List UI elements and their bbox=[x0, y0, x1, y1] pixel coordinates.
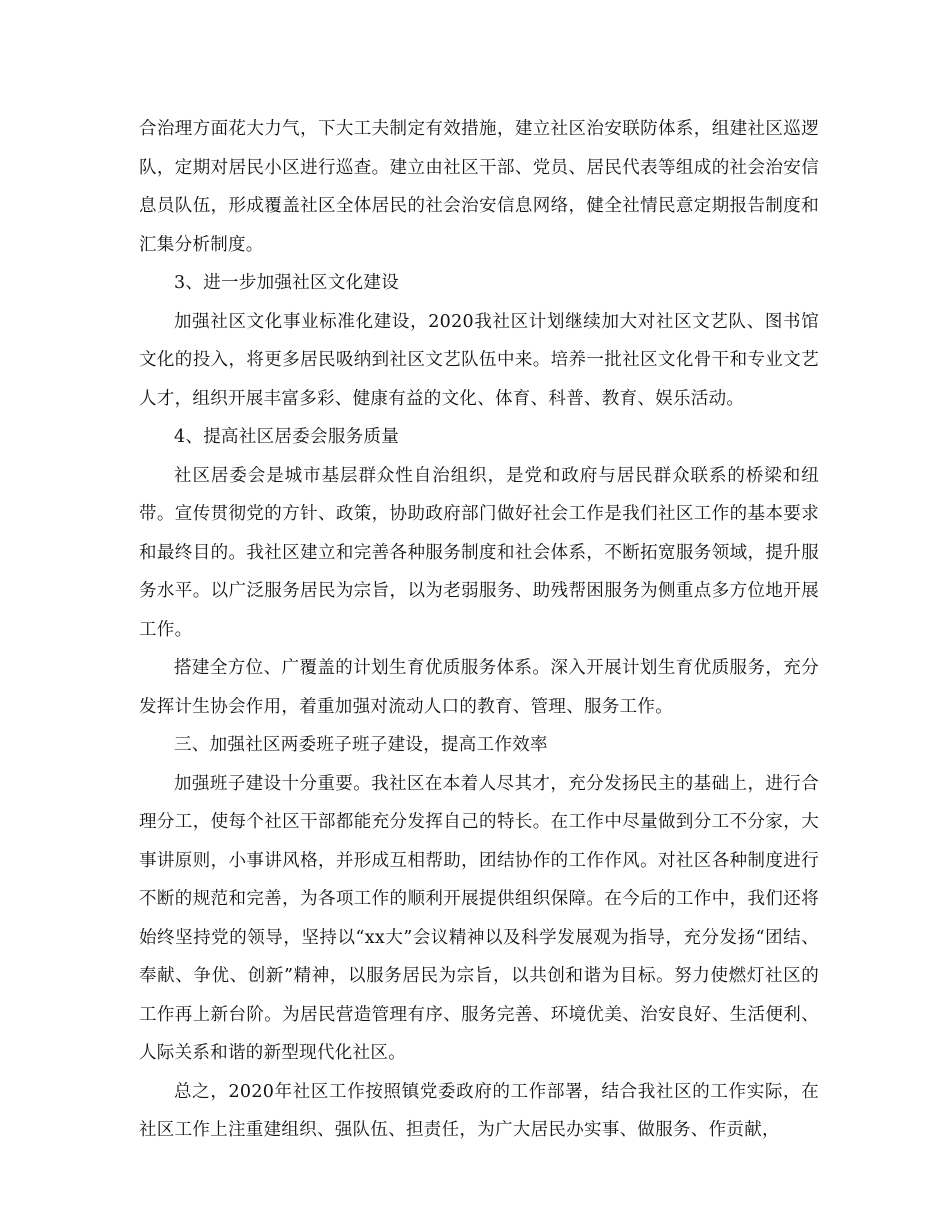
paragraph-public-security-continued: 合治理方面花大力气，下大工夫制定有效措施，建立社区治安联防体系，组建社区巡逻队，定期对居民小区进行巡查。建立由社区干部、党员、居民代表等组成的社会治安信息员队伍，形成覆盖社区全体居民的社会治安信息网络，健全社情民意定期报告制度和汇集分析制度。 bbox=[139, 119, 819, 255]
heading-community-culture: 3、进一步加强社区文化建设 bbox=[174, 273, 400, 293]
heading-team-building: 三、加强社区两委班子班子建设，提高工作效率 bbox=[174, 735, 548, 755]
paragraph-family-planning-service: 搭建全方位、广覆盖的计划生育优质服务体系。深入开展计划生育优质服务，充分发挥计生协会作用，着重加强对流动人口的教育、管理、服务工作。 bbox=[139, 658, 819, 717]
heading-residents-committee-service: 4、提高社区居委会服务质量 bbox=[174, 427, 400, 447]
paragraph-residents-committee-service: 社区居委会是城市基层群众性自治组织，是党和政府与居民群众联系的桥梁和纽带。宣传贯彻党的方针、政策，协助政府部门做好社会工作是我们社区工作的基本要求和最终目的。我社区建立和完善各种服务制度和社会体系，不断拓宽服务领域，提升服务水平。以广泛服务居民为宗旨，以为老弱服务、助残帮困服务为侧重点多方位地开展工作。 bbox=[139, 465, 819, 640]
document-body bbox=[139, 110, 819, 1150]
paragraph-summary: 总之，2020年社区工作按照镇党委政府的工作部署，结合我社区的工作实际，在社区工作上注重建组织、强队伍、担责任，为广大居民办实事、做服务、作贡献， bbox=[139, 1081, 819, 1140]
paragraph-community-culture: 加强社区文化事业标准化建设，2020我社区计划继续加大对社区文艺队、图书馆文化的投入，将更多居民吸纳到社区文艺队伍中来。培养一批社区文化骨干和专业文艺人才，组织开展丰富多彩、健康有益的文化、体育、科普、教育、娱乐活动。 bbox=[139, 311, 819, 409]
paragraph-team-building: 加强班子建设十分重要。我社区在本着人尽其才，充分发扬民主的基础上，进行合理分工，使每个社区干部都能充分发挥自己的特长。在工作中尽量做到分工不分家，大事讲原则，小事讲风格，并形成互相帮助，团结协作的工作作风。对社区各种制度进行不断的规范和完善，为各项工作的顺利开展提供组织保障。在今后的工作中，我们还将始终坚持党的领导，坚持以“xx大”会议精神以及科学发展观为指导，充分发扬“团结、奉献、争优、创新”精神，以服务居民为宗旨，以共创和谐为目标。努力使燃灯社区的工作再上新台阶。为居民营造管理有序、服务完善、环境优美、治安良好、生活便利、人际关系和谐的新型现代化社区。 bbox=[139, 773, 819, 1063]
